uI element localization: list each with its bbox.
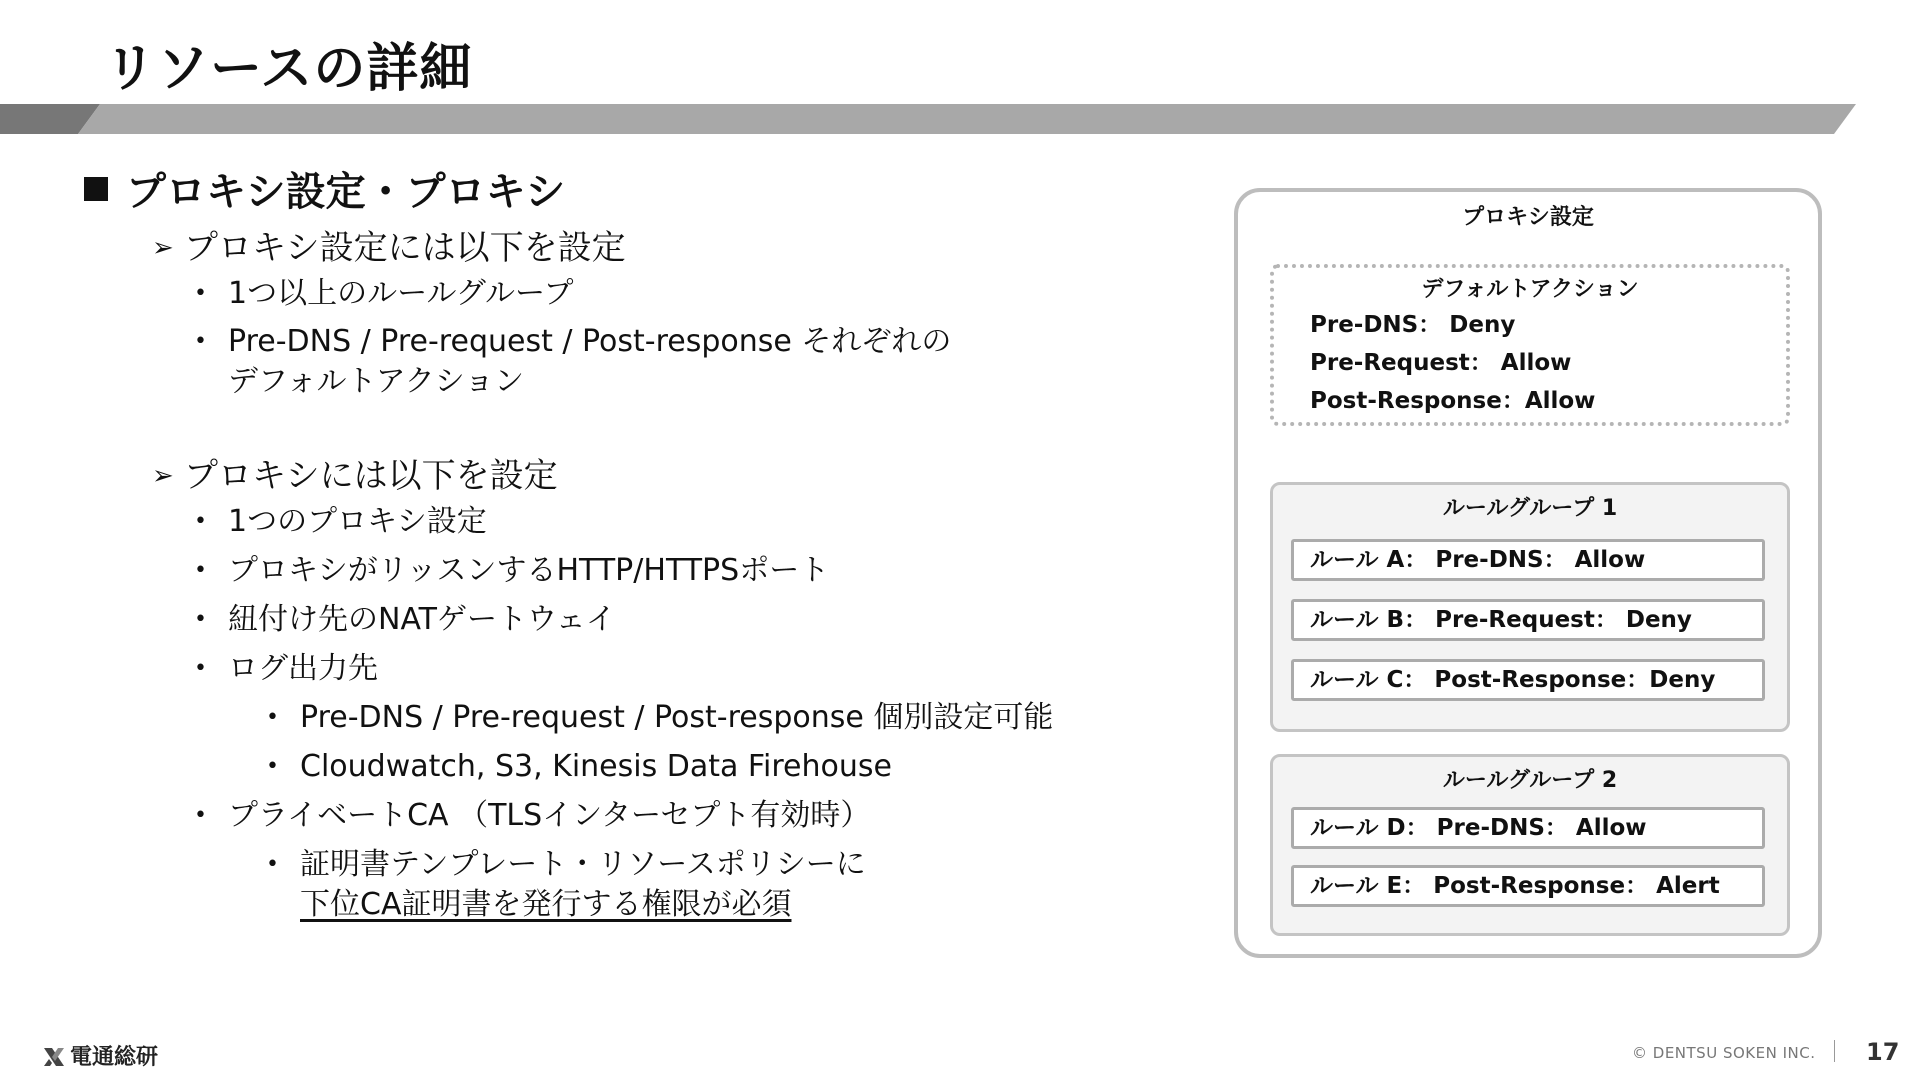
subheading-proxy-config: ➢ プロキシ設定には以下を設定 bbox=[152, 228, 626, 268]
rule-group-2 bbox=[1270, 754, 1790, 936]
subheading-proxy: ➢ プロキシには以下を設定 bbox=[152, 456, 558, 496]
rule-group-1 bbox=[1270, 482, 1790, 732]
default-action-line: Post-Response：Allow bbox=[1310, 388, 1596, 414]
rule-box: ルール A： Pre-DNS： Allow bbox=[1291, 539, 1765, 581]
company-logo: 電通総研 bbox=[42, 1040, 158, 1071]
list-item-continuation: デフォルトアクション bbox=[228, 364, 525, 399]
square-bullet-icon bbox=[84, 177, 108, 201]
list-item: • プライベートCA （TLSインターセプト有効時） bbox=[194, 798, 871, 833]
proxy-config-diagram bbox=[1234, 188, 1822, 958]
rule-box: ルール C： Post-Response：Deny bbox=[1291, 659, 1765, 701]
sub-list-item: • Pre-DNS / Pre-request / Post-response 個別設定可能 bbox=[266, 700, 1054, 735]
section-heading: プロキシ設定・プロキシ bbox=[84, 160, 565, 217]
rule-box: ルール E： Post-Response： Alert bbox=[1291, 865, 1765, 907]
footer-divider bbox=[1834, 1040, 1835, 1062]
default-action-box bbox=[1270, 264, 1790, 426]
list-item: • 紐付け先のNATゲートウェイ bbox=[194, 602, 616, 637]
sub-list-item: • Cloudwatch, S3, Kinesis Data Firehouse bbox=[266, 749, 892, 784]
rule-box: ルール B： Pre-Request： Deny bbox=[1291, 599, 1765, 641]
arrow-bullet-icon: ➢ bbox=[152, 233, 174, 263]
arrow-bullet-icon: ➢ bbox=[152, 461, 174, 491]
header-band bbox=[0, 104, 1920, 134]
list-item: • 1つのプロキシ設定 bbox=[194, 504, 487, 539]
list-item: • プロキシがリッスンするHTTP/HTTPSポート bbox=[194, 553, 830, 588]
page-number: 17 bbox=[1866, 1038, 1900, 1066]
page-title: リソースの詳細 bbox=[104, 39, 473, 99]
rule-group-title: ルールグループ 2 bbox=[1442, 768, 1618, 793]
list-item: • ログ出力先 bbox=[194, 651, 378, 686]
default-action-line: Pre-DNS： Deny bbox=[1310, 312, 1516, 338]
list-item: • Pre-DNS / Pre-request / Post-response それぞれの bbox=[194, 324, 952, 359]
default-action-line: Pre-Request： Allow bbox=[1310, 350, 1572, 376]
sub-list-item: • 証明書テンプレート・リソースポリシーに bbox=[266, 847, 866, 882]
sub-list-item-emphasis: 下位CA証明書を発行する権限が必須 bbox=[300, 887, 792, 922]
copyright-text: © DENTSU SOKEN INC. bbox=[1632, 1044, 1816, 1062]
rule-box: ルール D： Pre-DNS： Allow bbox=[1291, 807, 1765, 849]
default-action-title: デフォルトアクション bbox=[1421, 277, 1639, 302]
header-band-light bbox=[78, 104, 1856, 134]
diagram-title: プロキシ設定 bbox=[1462, 205, 1594, 230]
logo-mark-icon bbox=[42, 1046, 66, 1068]
rule-group-title: ルールグループ 1 bbox=[1442, 496, 1618, 521]
list-item: • 1つ以上のルールグループ bbox=[194, 276, 574, 311]
